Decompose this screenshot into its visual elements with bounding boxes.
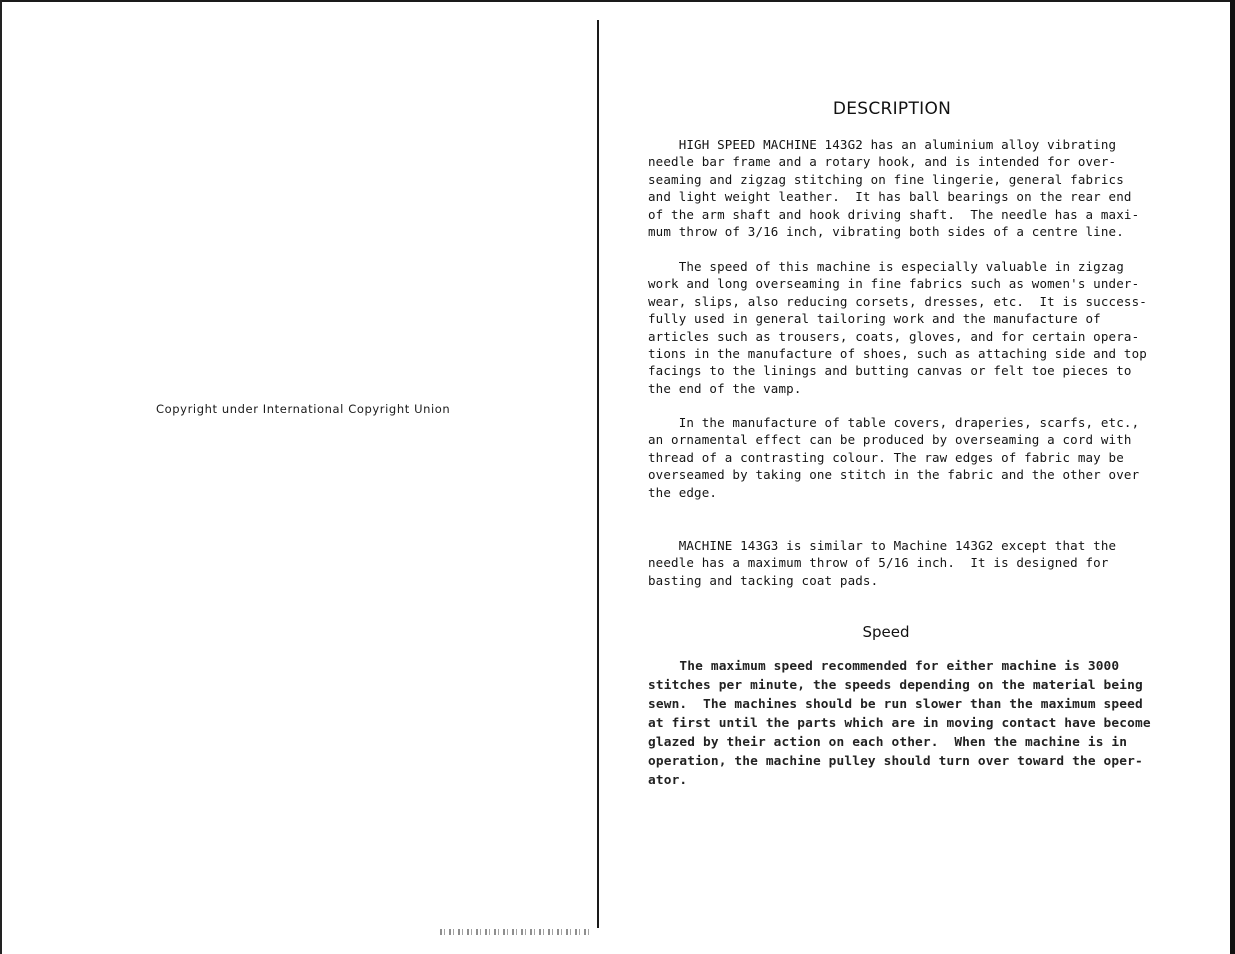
paragraph-maximum-speed: The maximum speed recommended for either machine is 3000 stitches per minute, the speeds depending on the material being sewn. The machines should be run slower than the maximum speed at first until the parts which are in moving contact have become glazed by their action on each other. When the machine is in operation, the machine pulley should turn over toward the oper- ator. [648, 659, 1151, 788]
description-heading: DESCRIPTION [832, 99, 952, 119]
top-border-rule [0, 0, 1235, 2]
paragraph-speed-value: The speed of this machine is especially valuable in zigzag work and long overseaming in fine fabrics such as women's under- wear, slips, also reducing corsets, dresses, etc. It is success- fully used in general tailoring work and the manufacture of articles such as trousers, coats, gloves, and for certain opera- tions in the manufacture of shoes, such as attaching side and top facings to the linings and butting canvas or felt toe pieces to the end of the vamp. [648, 259, 1147, 396]
right-scan-edge [1230, 0, 1235, 954]
speed-heading: Speed [862, 623, 910, 641]
paragraph-machine-143g3: MACHINE 143G3 is similar to Machine 143G2 except that the needle has a maximum throw of 5/16 inch. It is designed for basting and tacking coat pads. [648, 538, 1117, 588]
paragraph-ornamental-effect: In the manufacture of table covers, draperies, scarfs, etc., an ornamental effect can be produced by overseaming a cord with thread of a contrasting colour. The raw edges of fabric may be overseamed by taking one stitch in the fabric and the other over the edge. [648, 415, 1140, 500]
scan-noise [440, 929, 590, 935]
paragraph-machine-143g2: HIGH SPEED MACHINE 143G2 has an aluminium alloy vibrating needle bar frame and a rotary hook, and is intended for over- seaming and zigzag stitching on fine lingerie, general fabrics and light weight leather. It has ball bearings on the rear end of the arm shaft and hook driving shaft. The needle has a maxi- mum throw of 3/16 inch, vibrating both sides of a centre line. [648, 137, 1140, 240]
left-scan-edge [0, 0, 2, 954]
page-gutter-line [597, 20, 599, 928]
copyright-notice: Copyright under International Copyright Union [156, 402, 451, 416]
